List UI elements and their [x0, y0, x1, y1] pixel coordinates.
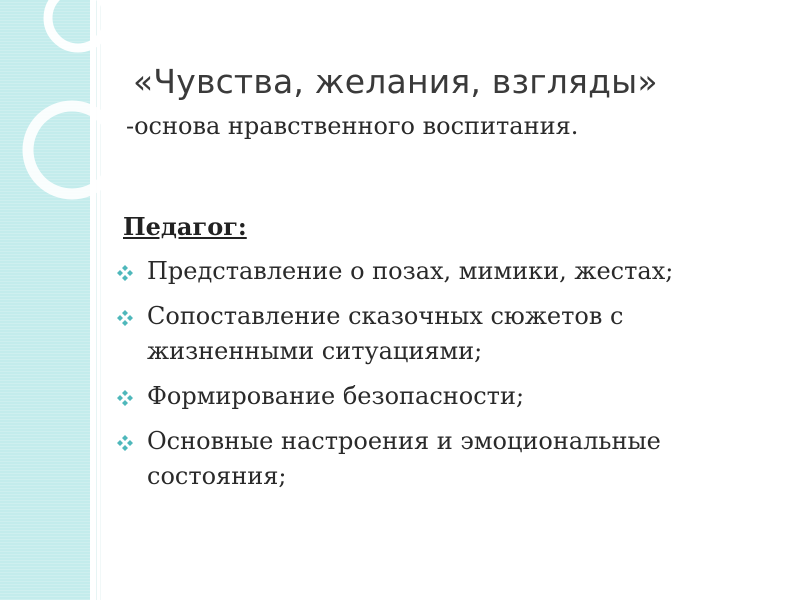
- slide-title: «Чувства, желания, взгляды»: [133, 62, 658, 101]
- list-item-text: Основные настроения и эмоциональные состояния;: [147, 427, 661, 490]
- section-heading: Педагог:: [123, 212, 247, 241]
- decorative-ring: [28, 106, 116, 194]
- slide-subtitle: -основа нравственного воспитания.: [126, 112, 579, 140]
- diamond-cluster-icon: [117, 310, 133, 326]
- decorative-rings: [0, 0, 140, 220]
- list-item-text: Сопоставление сказочных сюжетов с жизненными ситуациями;: [147, 302, 624, 365]
- list-item: [103, 254, 787, 289]
- list-item-text: Формирование безопасности;: [147, 382, 525, 410]
- diamond-cluster-icon: [117, 435, 133, 451]
- diamond-cluster-icon: [117, 265, 133, 281]
- bullet-list: [103, 254, 787, 504]
- list-item: [103, 299, 787, 369]
- list-item: [103, 424, 787, 494]
- list-item-text: Представление о позах, мимики, жестах;: [147, 257, 674, 285]
- list-item: [103, 379, 787, 414]
- diamond-cluster-icon: [117, 390, 133, 406]
- decorative-ring: [48, 0, 108, 48]
